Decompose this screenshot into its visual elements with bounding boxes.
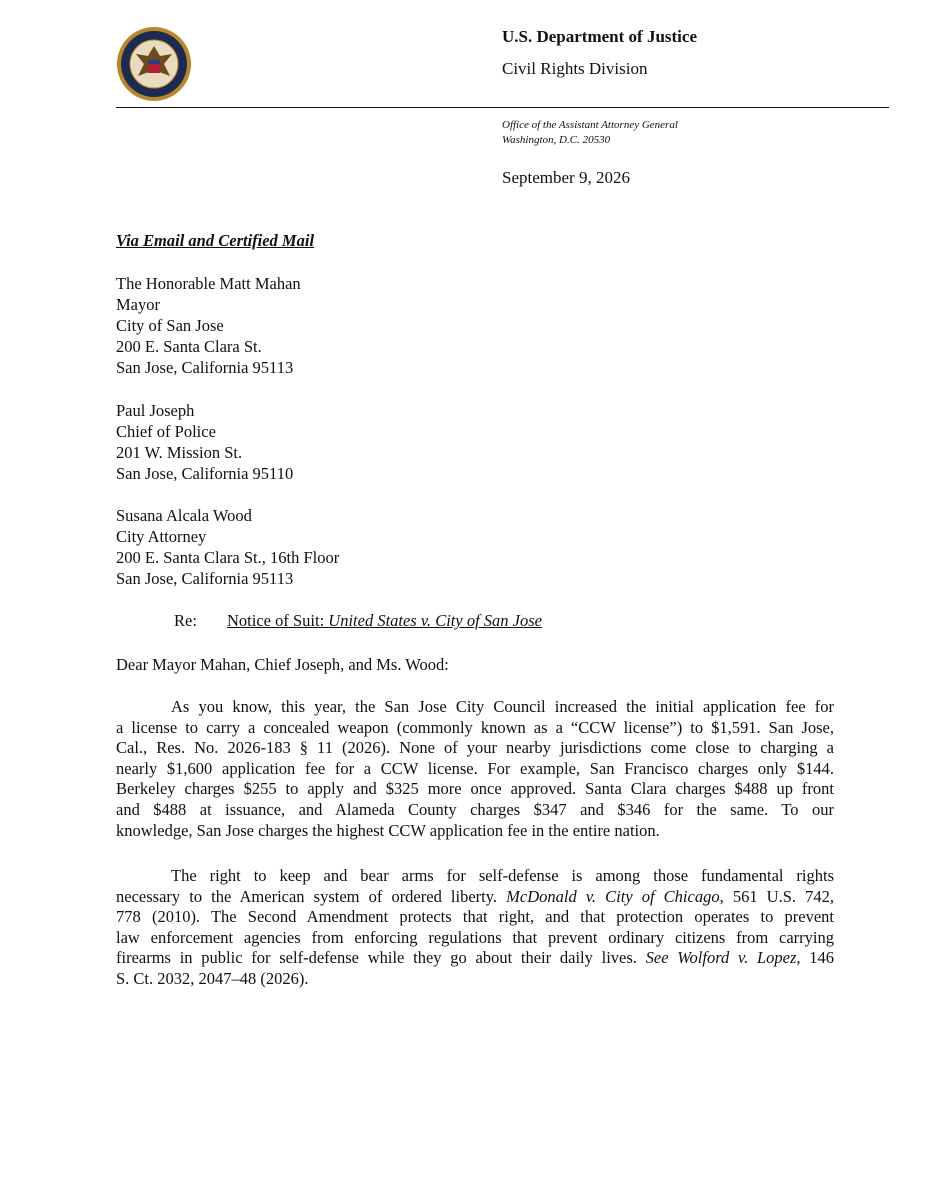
department-name: U.S. Department of Justice (502, 27, 697, 46)
address-line: San Jose, California 95113 (116, 569, 294, 588)
address-line: Chief of Police (116, 422, 216, 441)
case-citation: See Wolford v. Lopez (645, 948, 797, 968)
address-line: Susana Alcala Wood (116, 506, 252, 525)
paragraph-line: nearly $1,600 application fee for a CCW license. For example, San Francisco charges only $144. (116, 758, 834, 778)
paragraph-line: a license to carry a concealed weapon (commonly known as a “CCW license”) to $1,591. San Jose, (116, 717, 834, 737)
paragraph-line (116, 948, 834, 969)
re-line (174, 611, 542, 631)
office-line-2: Washington, D.C. 20530 (502, 134, 611, 146)
paragraph-line (116, 887, 834, 908)
text-run: necessary to the American system of ordered liberty. (116, 886, 507, 906)
address-line: City Attorney (116, 527, 207, 546)
address-line: San Jose, California 95113 (116, 358, 294, 377)
text-run: , 561 U.S. 742, (719, 886, 834, 906)
paragraph-line: law enforcement agencies from enforcing regulations that prevent ordinary citizens from carrying (116, 927, 834, 947)
office-line-1: Office of the Assistant Attorney General (502, 119, 678, 131)
paragraph-line: 778 (2010). The Second Amendment protects that right, and that protection operates to prevent (116, 907, 834, 927)
office-address (502, 118, 678, 148)
paragraph-line: S. Ct. 2032, 2047–48 (2026). (116, 968, 309, 988)
division-name: Civil Rights Division (502, 59, 648, 78)
address-line: Mayor (116, 295, 160, 314)
re-label: Re: (174, 611, 197, 630)
address-line: The Honorable Matt Mahan (116, 274, 301, 293)
address-line: City of San Jose (116, 316, 224, 335)
case-citation: McDonald v. City of Chicago (506, 886, 720, 906)
paragraph-line: Berkeley charges $255 to apply and $325 more once approved. Santa Clara charges $488 up front (116, 779, 834, 799)
paragraph-line: and $488 at issuance, and Alameda County charges $347 and $346 for the same. To our (116, 799, 834, 819)
re-subject-prefix: Notice of Suit: (227, 611, 329, 630)
address-line: 200 E. Santa Clara St. (116, 337, 262, 356)
header-rule (116, 107, 889, 108)
re-case-name: United States v. City of San Jose (328, 611, 542, 630)
paragraph-line: The right to keep and bear arms for self-defense is among those fundamental rights (171, 866, 834, 885)
recipient-block-mayor (116, 273, 301, 378)
paragraph-line: As you know, this year, the San Jose City Council increased the initial application fee for (171, 697, 834, 716)
address-line: 200 E. Santa Clara St., 16th Floor (116, 548, 340, 567)
paragraph-line: Cal., Res. No. 2026-183 § 11 (2026). None of your nearby jurisdictions come close to charging a (116, 738, 834, 758)
salutation: Dear Mayor Mahan, Chief Joseph, and Ms. Wood: (116, 655, 449, 674)
body-paragraph-1 (116, 697, 834, 841)
doj-seal-icon (116, 26, 192, 102)
delivery-method: Via Email and Certified Mail (116, 231, 315, 250)
address-line: Paul Joseph (116, 401, 195, 420)
letter-date: September 9, 2026 (502, 168, 630, 187)
paragraph-line: knowledge, San Jose charges the highest CCW application fee in the entire nation. (116, 820, 660, 840)
recipient-block-city-attorney (116, 505, 339, 589)
address-line: 201 W. Mission St. (116, 443, 243, 462)
text-run: firearms in public for self-defense while they go about their daily lives. (116, 948, 646, 968)
recipient-block-police-chief (116, 400, 293, 484)
address-line: San Jose, California 95110 (116, 464, 294, 483)
body-paragraph-2 (116, 866, 834, 990)
text-run: , 146 (796, 948, 835, 968)
re-subject (227, 611, 542, 631)
